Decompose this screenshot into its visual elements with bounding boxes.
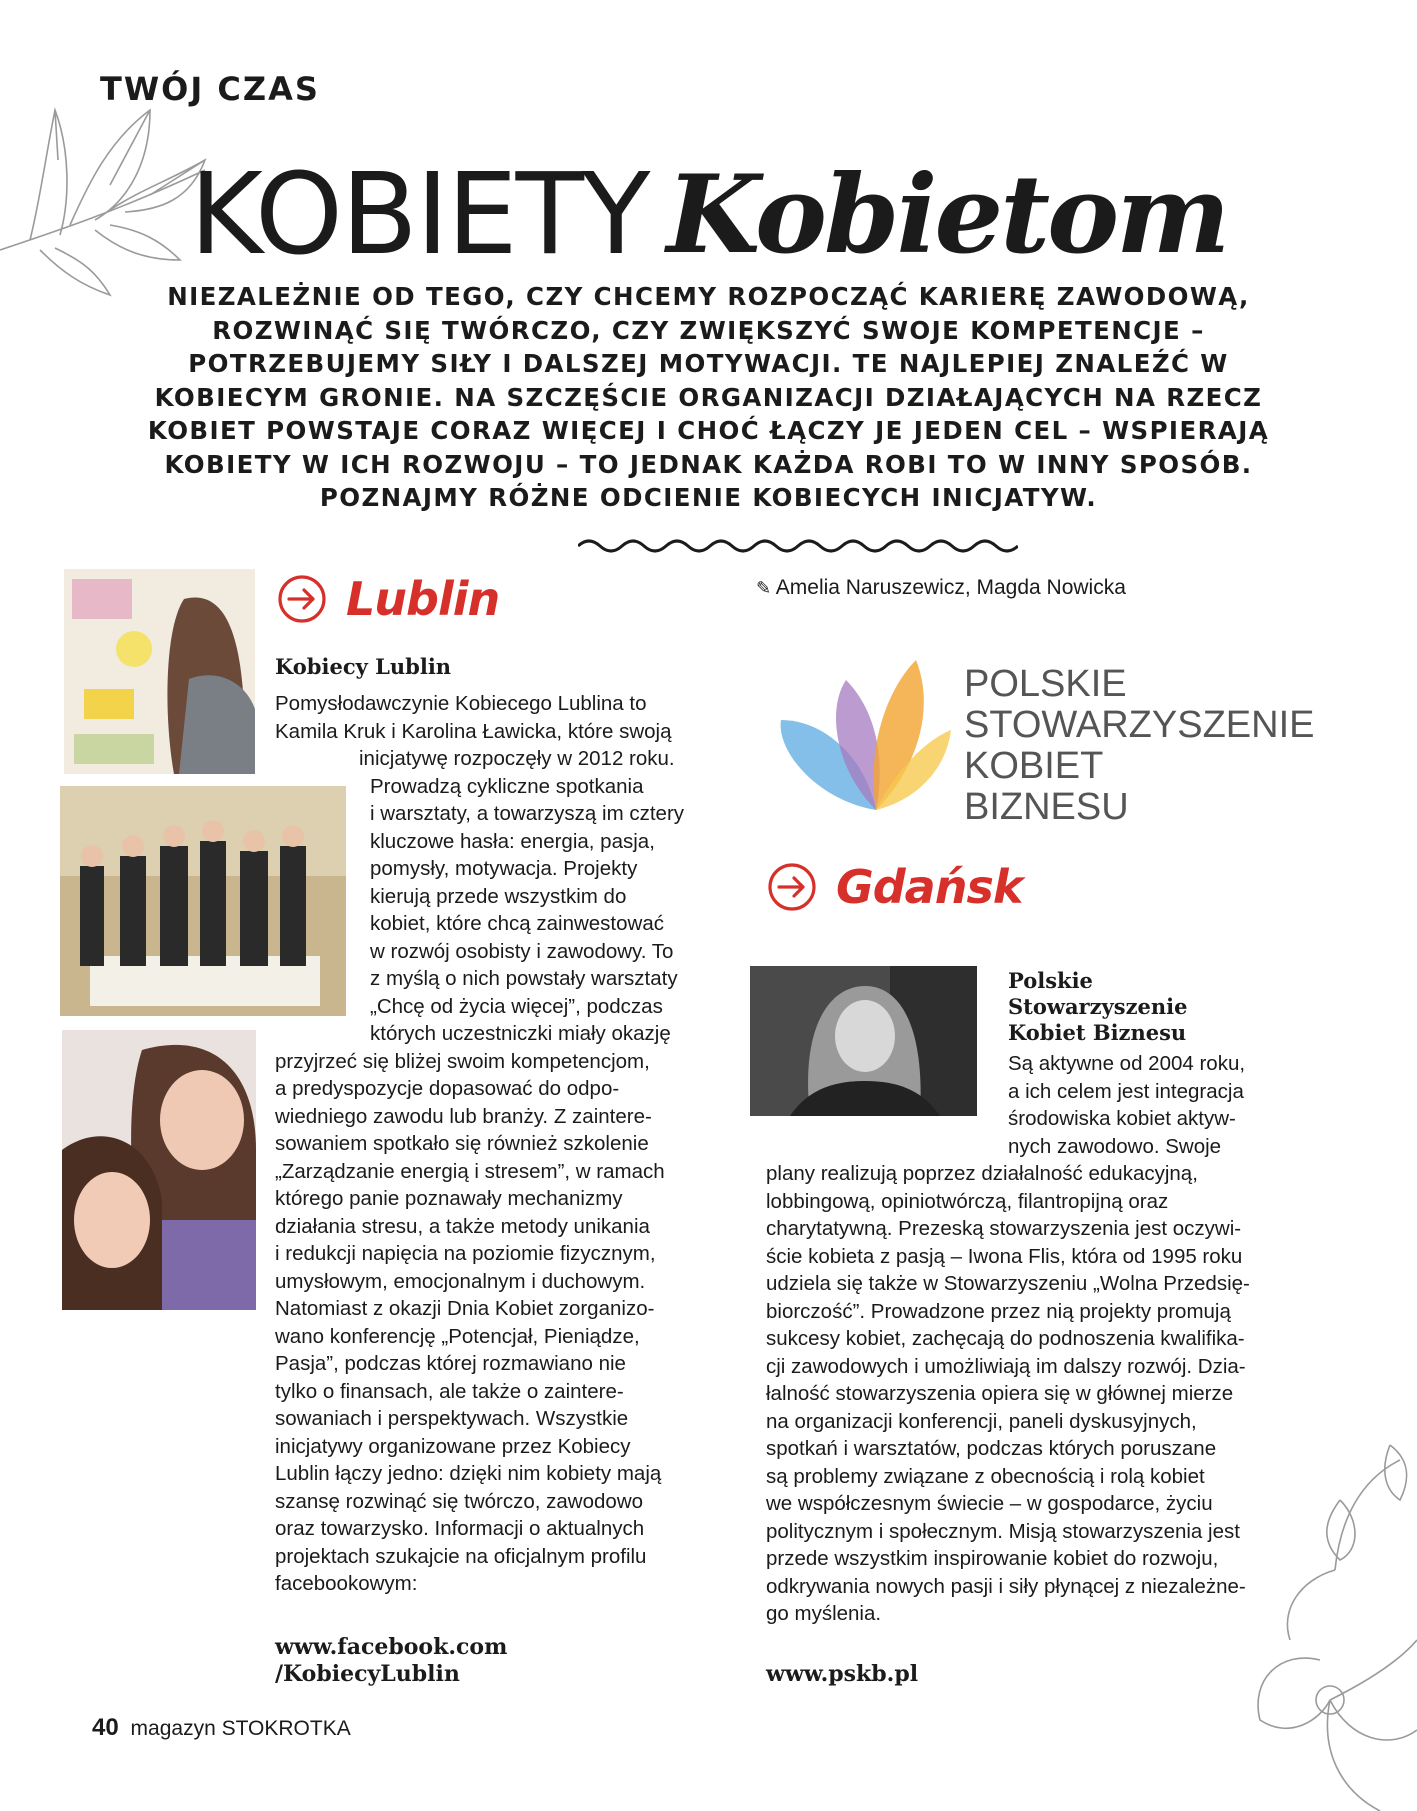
- lublin-line: kobiet, które chcą zainwestować: [370, 912, 664, 935]
- logo-line: KOBIET: [964, 745, 1104, 787]
- gdansk-line: we współczesnym świecie – w gospodarce, życiu: [766, 1492, 1213, 1515]
- wave-divider: [578, 536, 1018, 556]
- pencil-icon: ✎: [756, 578, 772, 598]
- lublin-line: „Zarządzanie energią i stresem”, w ramach: [275, 1159, 665, 1183]
- gdansk-line: charytatywną. Prezeską stowarzyszenia jest oczywi-: [766, 1217, 1242, 1240]
- gdansk-line: na organizacji konferencji, paneli dyskusyjnych,: [766, 1409, 1197, 1433]
- title-part1: KOBIETY: [189, 150, 649, 280]
- lublin-line: sowaniach i perspektywach. Wszystkie: [275, 1407, 629, 1430]
- flower-decoration-icon: [1240, 1440, 1417, 1811]
- section-label: TWÓJ CZAS: [100, 70, 320, 108]
- gdansk-line: a ich celem jest integracja: [1008, 1079, 1244, 1103]
- lublin-line: Lublin łączy jedno: dzięki nim kobiety mają: [275, 1462, 662, 1485]
- intro-paragraph: NIEZALEŻNIE OD TEGO, CZY CHCEMY ROZPOCZĄĆ KARIERĘ ZAWODOWĄ, ROZWINĄĆ SIĘ TWÓRCZO, CZY ZWIĘKSZYĆ SWOJE KOMPETENCJE – POTRZEBUJEMY SIŁY I DALSZEJ MOTYWACJI. TE NAJLEPIEJ ZNALEŹĆ W KOBIECYM GRONIE. NA SZCZĘŚCIE ORGANIZACJI DZIAŁAJĄCYCH NA RZECZ KOBIET POWSTAJE CORAZ WIĘCEJ I CHOĆ ŁĄCZY JE JEDEN CEL – WSPIERAJĄ KOBIETY W ICH ROZWOJU – TO JEDNAK KAŻDA ROBI TO W INNY SPOSÓB. POZNAJMY RÓŻNE ODCIENIE KOBIECYCH INICJATYW.: [147, 282, 1270, 512]
- lublin-line: szansę rozwinąć się twórczo, zawodowo: [275, 1489, 644, 1513]
- arrow-circle-icon: [766, 861, 818, 913]
- gdansk-line: go myślenia.: [766, 1602, 882, 1625]
- gdansk-heading-line: Polskie: [1008, 968, 1093, 993]
- lublin-line: w rozwój osobisty i zawodowy. To: [370, 939, 674, 963]
- arrow-circle-icon: [276, 573, 328, 625]
- gdansk-heading-line: Kobiet Biznesu: [1008, 1020, 1187, 1045]
- gdansk-line: łalność stowarzyszenia opiera się w głównej mierze: [766, 1382, 1234, 1405]
- lublin-line: i redukcji napięcia na poziomie fizycznym,: [275, 1242, 656, 1265]
- gdansk-line: spotkań i warsztatów, podczas których poruszane: [766, 1437, 1217, 1460]
- lublin-line: kluczowe hasła: energia, pasja,: [370, 829, 655, 853]
- lublin-link[interactable]: [275, 1634, 507, 1688]
- pskb-logo-text: [964, 664, 1314, 828]
- lublin-line: inicjatywę rozpoczęły w 2012 roku.: [359, 747, 675, 770]
- lublin-city-name: Lublin: [346, 572, 500, 626]
- magazine-name: magazyn STOKROTKA: [130, 1717, 351, 1740]
- gdansk-line: przede wszystkim inspirowanie kobiet do rozwoju,: [766, 1547, 1219, 1570]
- lublin-line: projektach szukajcie na oficjalnym profilu: [275, 1544, 647, 1568]
- lublin-line: Pasja”, podczas której rozmawiano nie: [275, 1352, 626, 1375]
- lublin-line: Kamila Kruk i Karolina Ławicka, które swoją: [275, 719, 672, 743]
- lublin-line: kierują przede wszystkim do: [370, 884, 627, 908]
- gdansk-line: środowiska kobiet aktyw-: [1008, 1107, 1236, 1130]
- lublin-line: umysłowym, emocjonalnym i duchowym.: [275, 1269, 646, 1293]
- lublin-link-line1[interactable]: www.facebook.com: [275, 1634, 508, 1660]
- page-number: 40: [92, 1714, 119, 1741]
- gdansk-city-heading: [766, 860, 1022, 914]
- logo-line: BIZNESU: [964, 786, 1129, 828]
- lublin-line: oraz towarzysko. Informacji o aktualnych: [275, 1517, 645, 1540]
- gdansk-line: odkrywania nowych pasji i siły płynącej z niezależne-: [766, 1574, 1246, 1598]
- gdansk-line: lobbingową, opiniotwórczą, filantropijną oraz: [766, 1189, 1169, 1213]
- lublin-line: wano konferencję „Potencjał, Pieniądze,: [275, 1324, 640, 1348]
- lublin-line: działania stresu, a także metody unikania: [275, 1214, 650, 1238]
- pskb-link[interactable]: www.pskb.pl: [766, 1661, 919, 1687]
- logo-line: POLSKIE: [964, 663, 1127, 705]
- gdansk-line: udziela się także w Stowarzyszeniu „Wolna Przedsię-: [766, 1272, 1250, 1295]
- lublin-line: facebookowym:: [275, 1572, 418, 1595]
- gdansk-line: nych zawodowo. Swoje: [1008, 1134, 1222, 1158]
- page-footer: [92, 1714, 351, 1742]
- gdansk-line: są problemy związane z obecnością i rolą kobiet: [766, 1464, 1205, 1488]
- gdansk-heading: [1008, 968, 1187, 1046]
- gdansk-line: biorczość”. Prowadzone przez nią projekty promują: [766, 1299, 1231, 1323]
- lublin-line: Prowadzą cykliczne spotkania: [370, 774, 644, 798]
- photo-women: [62, 1030, 256, 1310]
- lublin-line: których uczestniczki miały okazję: [370, 1022, 671, 1045]
- gdansk-line: sukcesy kobiet, zachęcają do podnoszenia kwalifika-: [766, 1327, 1245, 1350]
- lublin-line: którego panie poznawały mechanizmy: [275, 1187, 623, 1210]
- lublin-line: inicjatywy organizowane przez Kobiecy: [275, 1434, 631, 1458]
- gdansk-line: cji zawodowych i umożliwiają im dalszy rozwój. Dzia-: [766, 1354, 1246, 1378]
- lublin-line: i warsztaty, a towarzyszą im cztery: [370, 802, 685, 825]
- pskb-flower-logo-icon: [776, 660, 956, 820]
- lublin-line: a predyspozycje dopasować do odpo-: [275, 1077, 620, 1100]
- lublin-line: tylko o finansach, ale także o zaintere-: [275, 1379, 624, 1403]
- lublin-city-heading: [276, 572, 499, 626]
- lublin-line: wiedniego zawodu lub branży. Z zaintere-: [275, 1104, 652, 1128]
- logo-line: STOWARZYSZENIE: [964, 704, 1315, 746]
- lublin-line: przyjrzeć się bliżej swoim kompetencjom,: [275, 1049, 650, 1073]
- gdansk-line: plany realizują poprzez działalność edukacyjną,: [766, 1162, 1198, 1185]
- title-part2: Kobietom: [666, 152, 1228, 278]
- gdansk-line: ście kobieta z pasją – Iwona Flis, która od 1995 roku: [766, 1244, 1243, 1268]
- lublin-line: „Chcę od życia więcej”, podczas: [370, 994, 663, 1018]
- gdansk-line: politycznym i społecznym. Misją stowarzyszenia jest: [766, 1519, 1240, 1543]
- lublin-link-line2[interactable]: /KobiecyLublin: [275, 1661, 460, 1687]
- author-names: Amelia Naruszewicz, Magda Nowicka: [775, 576, 1126, 599]
- lublin-line: pomysły, motywacja. Projekty: [370, 857, 638, 880]
- lublin-heading: Kobiecy Lublin: [275, 654, 452, 679]
- lublin-line: z myślą o nich powstały warsztaty: [370, 967, 678, 990]
- gdansk-city-name: Gdańsk: [836, 860, 1023, 914]
- gdansk-heading-line: Stowarzyszenie: [1008, 994, 1188, 1019]
- photo-whiteboard: [64, 569, 255, 774]
- page-title: [0, 150, 1417, 280]
- author-credit: [756, 576, 1126, 600]
- lublin-line: Pomysłodawczynie Kobiecego Lublina to: [275, 692, 647, 715]
- gdansk-body: [766, 1050, 1250, 1628]
- lublin-body: [275, 690, 684, 1598]
- gdansk-line: Są aktywne od 2004 roku,: [1008, 1052, 1246, 1075]
- lublin-line: Natomiast z okazji Dnia Kobiet zorganizo-: [275, 1297, 655, 1320]
- lublin-line: sowaniem spotkało się również szkolenie: [275, 1132, 649, 1155]
